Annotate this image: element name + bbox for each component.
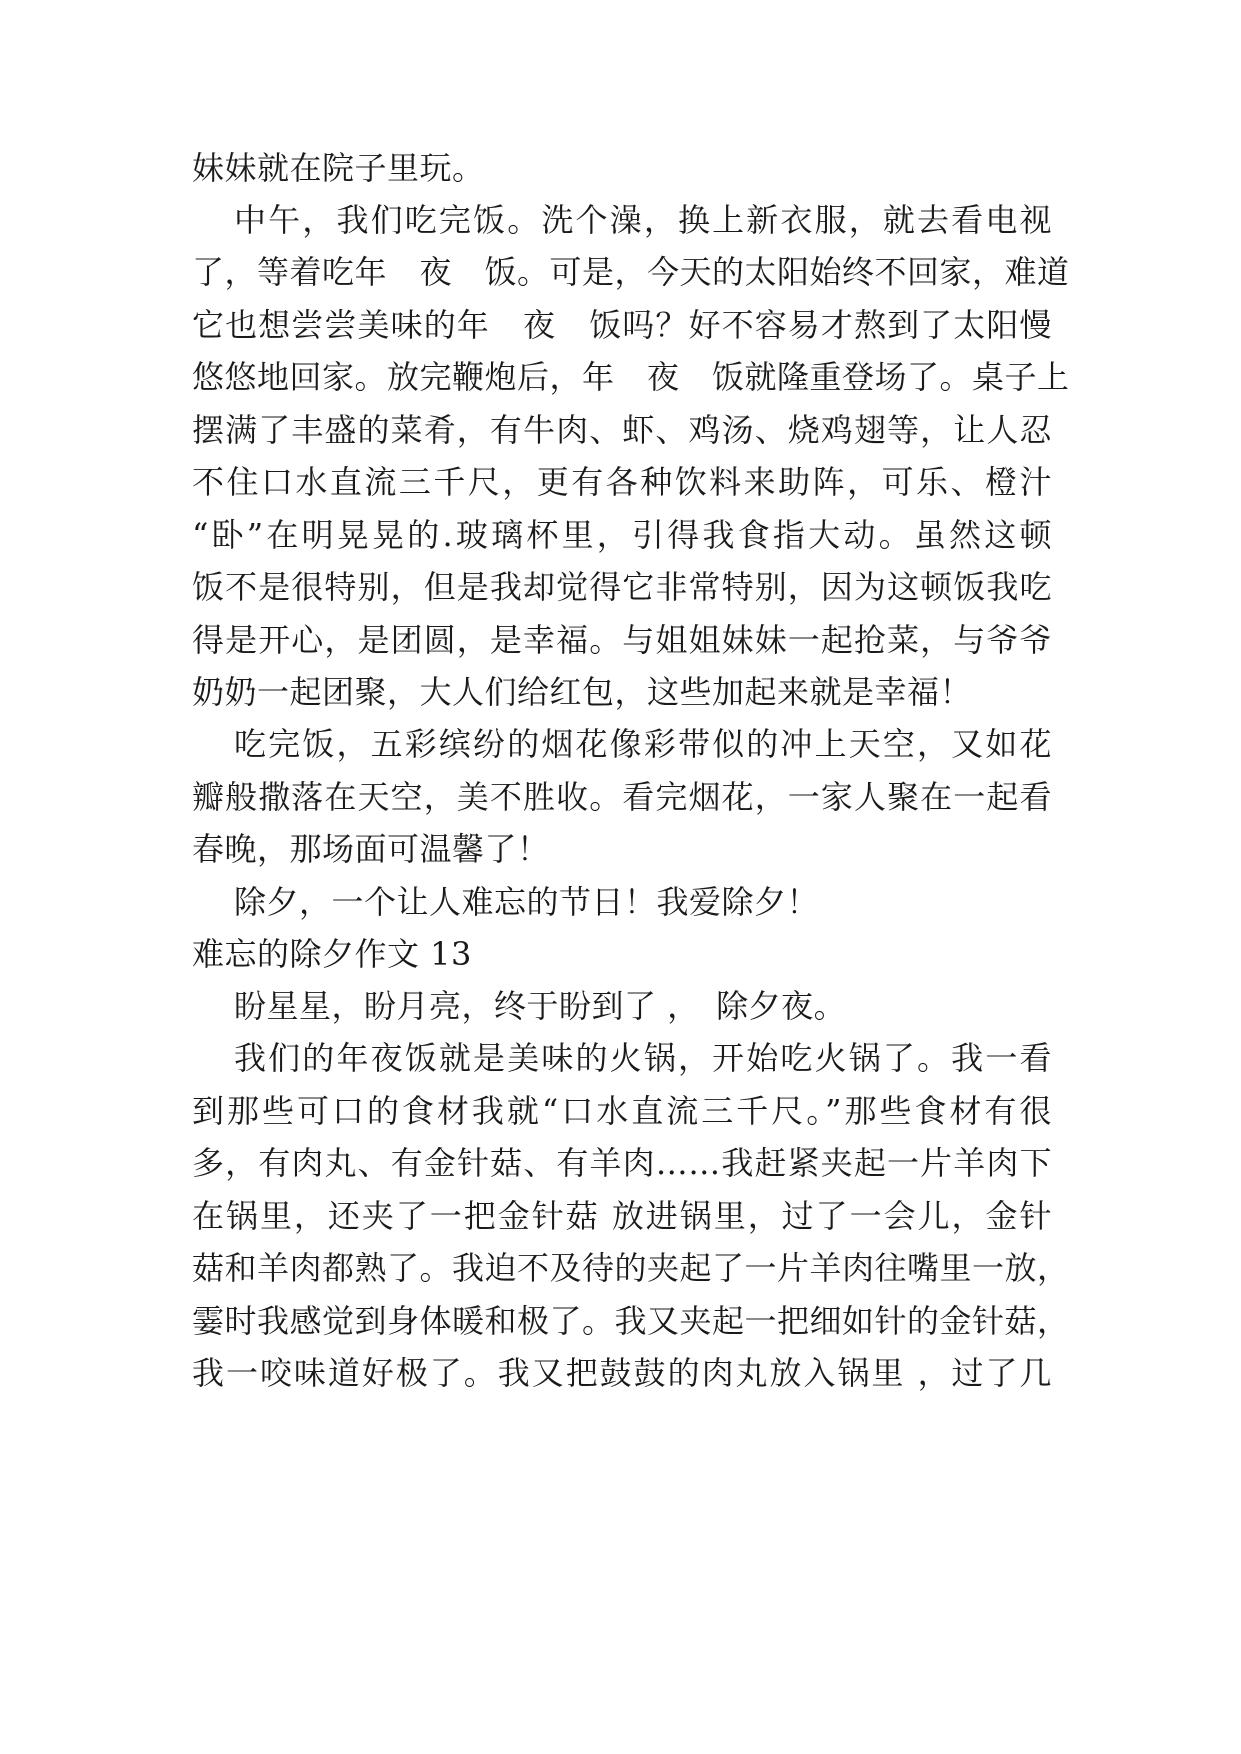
text-line: 我一咬味道好极了。我又把鼓鼓的肉丸放入锅里 ，过了几 [192,1354,1052,1392]
text-line: 瓣般撒落在天空，美不胜收。看完烟花，一家人聚在一起看 [192,778,1052,816]
text-line: 奶奶一起团聚，大人们给红包，这些加起来就是幸福！ [192,673,973,711]
text-line: 除夕，一个让人难忘的节日！我爱除夕！ [234,883,820,921]
text-line: “卧”在明晃晃的.玻璃杯里，引得我食指大动。虽然这顿 [192,516,1052,554]
text-line: 妹妹就在院子里玩。 [192,149,485,187]
text-line: 菇和羊肉都熟了。我迫不及待的夹起了一片羊肉往嘴里一放， [192,1249,1070,1287]
text-line: 饭不是很特别，但是我却觉得它非常特别，因为这顿饭我吃 [192,568,1052,606]
text-line: 吃完饭，五彩缤纷的烟花像彩带似的冲上天空，又如花 [234,725,1052,763]
text-line: 霎时我感觉到身体暖和极了。我又夹起一把细如针的金针菇， [192,1302,1070,1340]
text-line: 盼星星，盼月亮，终于盼到了 ， 除夕夜。 [234,987,847,1025]
text-line: 摆满了丰盛的菜肴，有牛肉、虾、鸡汤、烧鸡翅等，让人忍 [192,411,1052,449]
text-line: 我们的年夜饭就是美味的火锅，开始吃火锅了。我一看 [234,1039,1052,1077]
text-line: 中午，我们吃完饭。洗个澡，换上新衣服，就去看电视 [234,201,1052,239]
text-line: 悠悠地回家。放完鞭炮后，年 夜 饭就隆重登场了。桌子上 [192,358,1070,396]
text-line: 到那些可口的食材我就“口水直流三千尺。”那些食材有很 [192,1092,1052,1130]
text-line: 了，等着吃年 夜 饭。可是，今天的太阳始终不回家，难道 [192,253,1070,291]
section-heading: 难忘的除夕作文 13 [192,935,472,973]
text-line: 它也想尝尝美味的年 夜 饭吗？好不容易才熬到了太阳慢 [192,306,1052,344]
text-line: 在锅里，还夹了一把金针菇 放进锅里，过了一会儿，金针 [192,1197,1052,1235]
text-line: 春晚，那场面可温馨了！ [192,830,550,868]
text-line: 得是开心，是团圆，是幸福。与姐姐妹妹一起抢菜，与爷爷 [192,621,1052,659]
text-line: 多，有肉丸、有金针菇、有羊肉……我赶紧夹起一片羊肉下 [192,1144,1052,1182]
text-line: 不住口水直流三千尺，更有各种饮料来助阵，可乐、橙汁 [192,463,1052,501]
